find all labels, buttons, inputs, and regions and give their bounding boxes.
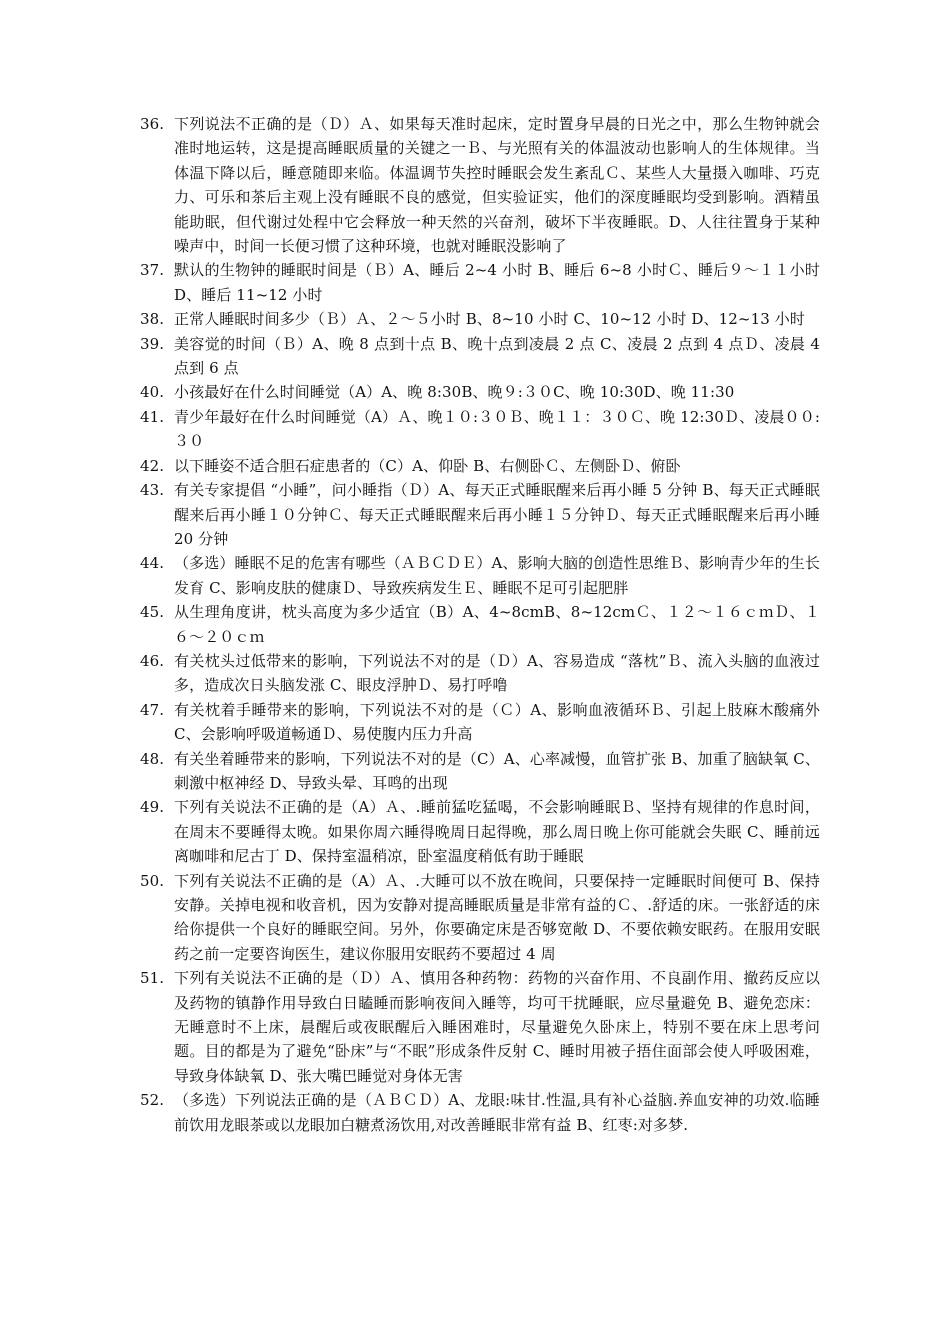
question-number: 41. [140,407,165,426]
question-text: 以下睡姿不适合胆石症患者的（C）A、仰卧 B、右侧卧Ｃ、左侧卧Ｄ、俯卧 [174,456,681,475]
question-text: 下列有关说法不正确的是（A）Ａ、.大睡可以不放在晚间，只要保持一定睡眠时间便可 B、保持安静。关掉电视和收音机，因为安静对提高睡眠质量是非常有益的Ｃ、.舒适的床。一张舒适的床给你提供一个良好的睡眠空间。另外，你要确定床是否够宽敞 D、不要依赖安眠药。在服用安眠药之前一定要咨询医生，建议你服用安眠药不要超过 4 周 [174,871,820,963]
question-number: 43. [140,481,165,500]
question-item [140,747,820,796]
question-item [140,258,820,307]
question-item [140,454,820,478]
question-text: 美容觉的时间（Ｂ）A、晚 8 点到十点 B、晚十点到凌晨 2 点 C、凌晨 2 点到 4 点Ｄ、凌晨 4 点到 6 点 [174,334,820,378]
question-number: 49. [140,798,165,817]
question-text: 有关坐着睡带来的影响，下列说法不对的是（C）A、心率减慢，血管扩张 B、加重了脑缺氧 C、刺激中枢神经 D、导致头晕、耳鸣的出现 [174,749,820,792]
question-item [140,795,820,868]
question-number: 52. [140,1091,165,1110]
question-item [140,869,820,967]
question-item [140,551,820,600]
question-number: 39. [140,334,165,353]
question-text: 默认的生物钟的睡眠时间是（Ｂ）A、睡后 2~4 小时 B、睡后 6~8 小时Ｃ、睡后９～１１小时 D、睡后 11~12 小时 [174,261,820,304]
question-item [140,380,820,404]
question-item [140,478,820,551]
question-number: 37. [140,261,165,280]
question-number: 42. [140,456,165,475]
question-item [140,332,820,381]
question-number: 44. [140,554,165,573]
question-item [140,600,820,649]
question-text: 小孩最好在什么时间睡觉（A）A、晚 8:30B、晚９:３０C、晚 10:30D、晚 11:30 [174,383,735,402]
question-number: 38. [140,310,165,329]
question-number: 51. [140,969,165,988]
question-text: 下列说法不正确的是（Ｄ）Ａ、如果每天准时起床，定时置身早晨的日光之中，那么生物钟就会准时地运转，这是提高睡眠质量的关键之一Ｂ、与光照有关的体温波动也影响人的生体规律。当体温下降以后，睡意随即来临。体温调节失控时睡眠会发生紊乱Ｃ、某些人大量摄入咖啡、巧克力、可乐和茶后主观上没有睡眠不良的感觉，但实验证实，他们的深度睡眠均受到影响。酒精虽能助眠，但代谢过处程中它会释放一种天然的兴奋剂，破坏下半夜睡眠。D、人往往置身于某种噪声中，时间一长便习惯了这种环境，也就对睡眠没影响了 [174,115,820,256]
question-text: （多选）睡眠不足的危害有哪些（ＡＢＣＤＥ）A、影响大脑的创造性思维Ｂ、影响青少年的生长发育 C、影响皮肤的健康Ｄ、导致疾病发生Ｅ、睡眠不足可引起肥胖 [174,554,820,597]
question-number: 40. [140,383,165,402]
question-text: 从生理角度讲，枕头高度为多少适宜（B）A、4~8cmB、8~12cmＣ、１２～１６ｃｍＤ、１６～２０ｃｍ [174,603,820,646]
question-item [140,112,820,258]
question-text: 下列有关说法不正确的是（Ｄ）Ａ、慎用各种药物：药物的兴奋作用、不良副作用、撤药反应以及药物的镇静作用导致白日瞌睡而影响夜间入睡等，均可干扰睡眠，应尽量避免 B、避免恋床：无睡意时不上床，晨醒后或夜眠醒后入睡困难时，尽量避免久卧床上，特别不要在床上思考问题。目的都是为了避免“卧床”与“不眠”形成条件反射 C、睡时用被子捂住面部会使人呼吸困难，导致身体缺氧 D、张大嘴巴睡觉对身体无害 [174,969,820,1085]
question-item [140,307,820,331]
question-number: 47. [140,700,165,719]
question-text: （多选）下列说法正确的是（ＡＢＣＤ）A、龙眼:味甘.性温,具有补心益脑.养血安神的功效.临睡前饮用龙眼茶或以龙眼加白糖煮汤饮用,对改善睡眠非常有益 B、红枣:对多梦. [174,1091,820,1134]
question-item [140,405,820,454]
question-text: 有关专家提倡 “小睡”，问小睡指（Ｄ）A、每天正式睡眠醒来后再小睡 5 分钟 B、每天正式睡眠醒来后再小睡１０分钟Ｃ、每天正式睡眠醒来后再小睡１５分钟Ｄ、每天正式睡眠醒来后再小睡 20 分钟 [174,481,820,548]
question-item [140,698,820,747]
question-text: 下列有关说法不正确的是（A）Ａ、.睡前猛吃猛喝，不会影响睡眠Ｂ、坚持有规律的作息时间，在周末不要睡得太晚。如果你周六睡得晚周日起得晚，那么周日晚上你可能就会失眠 C、睡前远离咖啡和尼古丁 D、保持室温稍凉，卧室温度稍低有助于睡眠 [174,798,820,866]
question-number: 48. [140,749,165,768]
question-number: 36. [140,115,165,133]
question-number: 50. [140,871,165,890]
question-item [140,649,820,698]
question-number: 46. [140,651,165,670]
question-item [140,1088,820,1137]
question-text: 有关枕头过低带来的影响，下列说法不对的是（Ｄ）A、容易造成 “落枕”Ｂ、流入头脑的血液过多，造成次日头脑发涨 C、眼皮浮肿Ｄ、易打呼噜 [174,651,820,695]
question-text: 青少年最好在什么时间睡觉（A）Ａ、晚１０:３０Ｂ、晚１１：３０Ｃ、晚 12:30Ｄ、凌晨００:３０ [174,407,820,451]
question-text: 正常人睡眠时间多少（Ｂ）Ａ、２～５小时 B、8~10 小时 C、10~12 小时 D、12~13 小时 [174,310,805,329]
question-number: 45. [140,603,165,622]
question-text: 有关枕着手睡带来的影响，下列说法不对的是（Ｃ）A、影响血液循环Ｂ、引起上肢麻木酸痛外 C、会影响呼吸道畅通Ｄ、易使腹内压力升高 [174,700,820,744]
question-list [140,112,820,1137]
question-item [140,966,820,1088]
